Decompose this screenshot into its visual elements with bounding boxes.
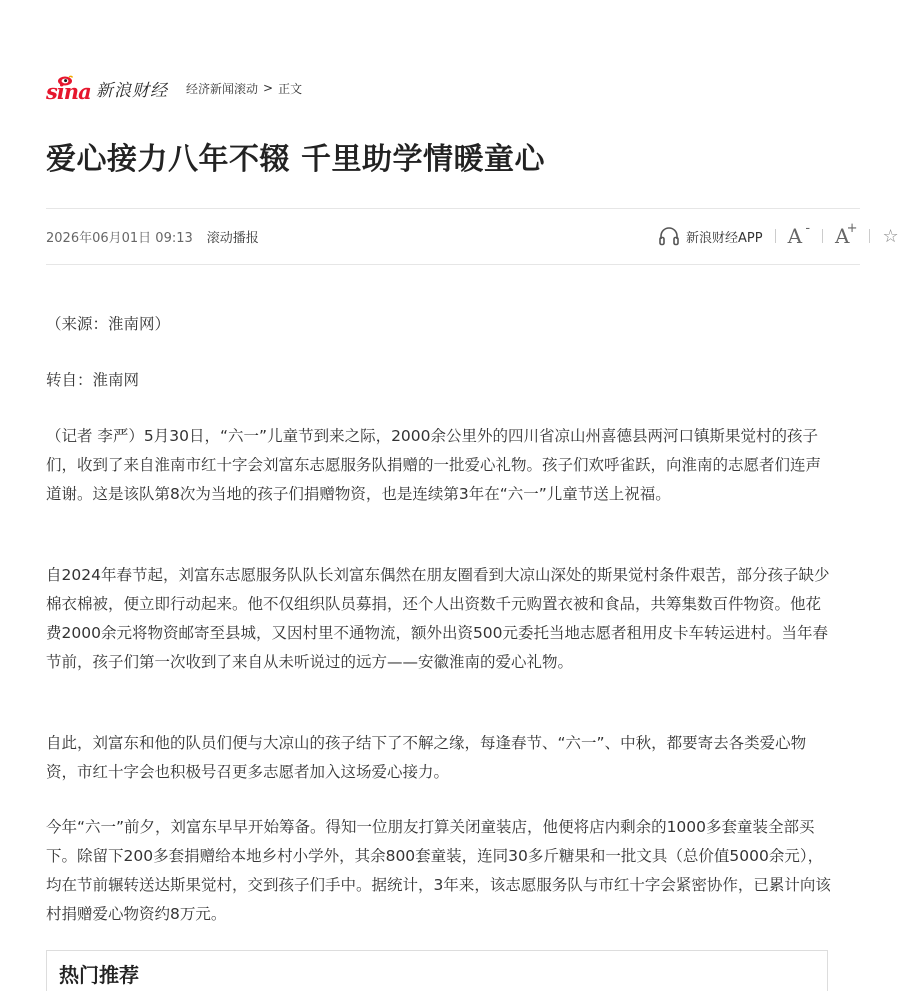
article-title: 爱心接力八年不辍 千里助学情暖童心 <box>46 142 545 177</box>
font-decrease-label: A <box>787 224 803 248</box>
article-source-link[interactable]: 滚动播报 <box>206 230 259 246</box>
app-download-label: 新浪财经APP <box>686 230 763 246</box>
breadcrumb-separator: > <box>263 81 274 95</box>
font-increase-button[interactable] <box>835 221 858 248</box>
site-header <box>46 70 302 106</box>
site-name: 新浪财经 <box>96 80 168 101</box>
meta-bottom-divider <box>46 264 860 265</box>
article-paragraph: 自2024年春节起，刘富东志愿服务队队长刘富东偶然在朋友圈看到大凉山深处的斯果觉村条件艰苦，部分孩子缺少棉衣棉被，便立即行动起来。他不仅组织队员募捐，还个人出资数千元购置衣被和食品，共筹集数百件物资。他花费2000余元将物资邮寄至县城，又因村里不通物流，额外出资500元委托当地志愿者租用皮卡车转运进村。当年春节前，孩子们第一次收到了来自从未听说过的远方——安徽淮南的爱心礼物。 <box>46 566 830 671</box>
article-paragraph: 自此，刘富东和他的队员们便与大凉山的孩子结下了不解之缘，每逢春节、“六一”、中秋，都要寄去各类爱心物资，市红十字会也积极号召更多志愿者加入这场爱心接力。 <box>46 734 807 781</box>
meta-top-divider <box>46 208 860 209</box>
plus-mark: + <box>846 221 858 236</box>
font-increase-label: A <box>835 224 850 248</box>
meta-divider <box>775 229 776 243</box>
headphones-icon <box>658 226 680 246</box>
repost-line: 转自：淮南网 <box>46 371 140 389</box>
recommend-box <box>46 950 828 991</box>
article-meta <box>46 221 899 250</box>
sina-logo-mark <box>46 73 94 103</box>
breadcrumb <box>186 80 302 97</box>
meta-divider <box>869 229 870 243</box>
breadcrumb-current: 正文 <box>278 81 303 96</box>
recommend-box-title: 热门推荐 <box>59 963 139 987</box>
app-download-link[interactable] <box>658 226 763 246</box>
star-icon[interactable]: ☆ <box>882 225 899 247</box>
publish-datetime: 2026年06月01日 09:13 <box>46 230 193 246</box>
font-decrease-button[interactable] <box>787 221 811 248</box>
article-paragraph: 今年“六一”前夕，刘富东早早开始筹备。得知一位朋友打算关闭童装店，他便将店内剩余的1000多套童装全部买下。除留下200多套捐赠给本地乡村小学外，其余800套童装，连同30多斤糖果和一批文具（总价值5000余元），均在节前辗转送达斯果觉村，交到孩子们手中。据统计，3年来，该志愿服务队与市红十字会紧密协作，已累计向该村捐赠爱心物资约8万元。 <box>46 818 831 923</box>
source-line: （来源：淮南网） <box>46 315 171 333</box>
minus-mark: - <box>805 221 811 236</box>
site-logo[interactable] <box>46 70 168 106</box>
meta-divider <box>822 229 823 243</box>
meta-tools <box>658 222 899 250</box>
breadcrumb-section-link[interactable]: 经济新闻滚动 <box>186 81 259 96</box>
article-paragraph: （记者 李严）5月30日，“六一”儿童节到来之际，2000余公里外的四川省凉山州喜德县两河口镇斯果觉村的孩子们，收到了来自淮南市红十字会刘富东志愿服务队捐赠的一批爱心礼物。孩子们欢呼雀跃，向淮南的志愿者们连声道谢。这是该队第8次为当地的孩子们捐赠物资，也是连续第3年在“六一”儿童节送上祝福。 <box>46 427 822 503</box>
sina-logo-text: sina <box>46 79 91 104</box>
